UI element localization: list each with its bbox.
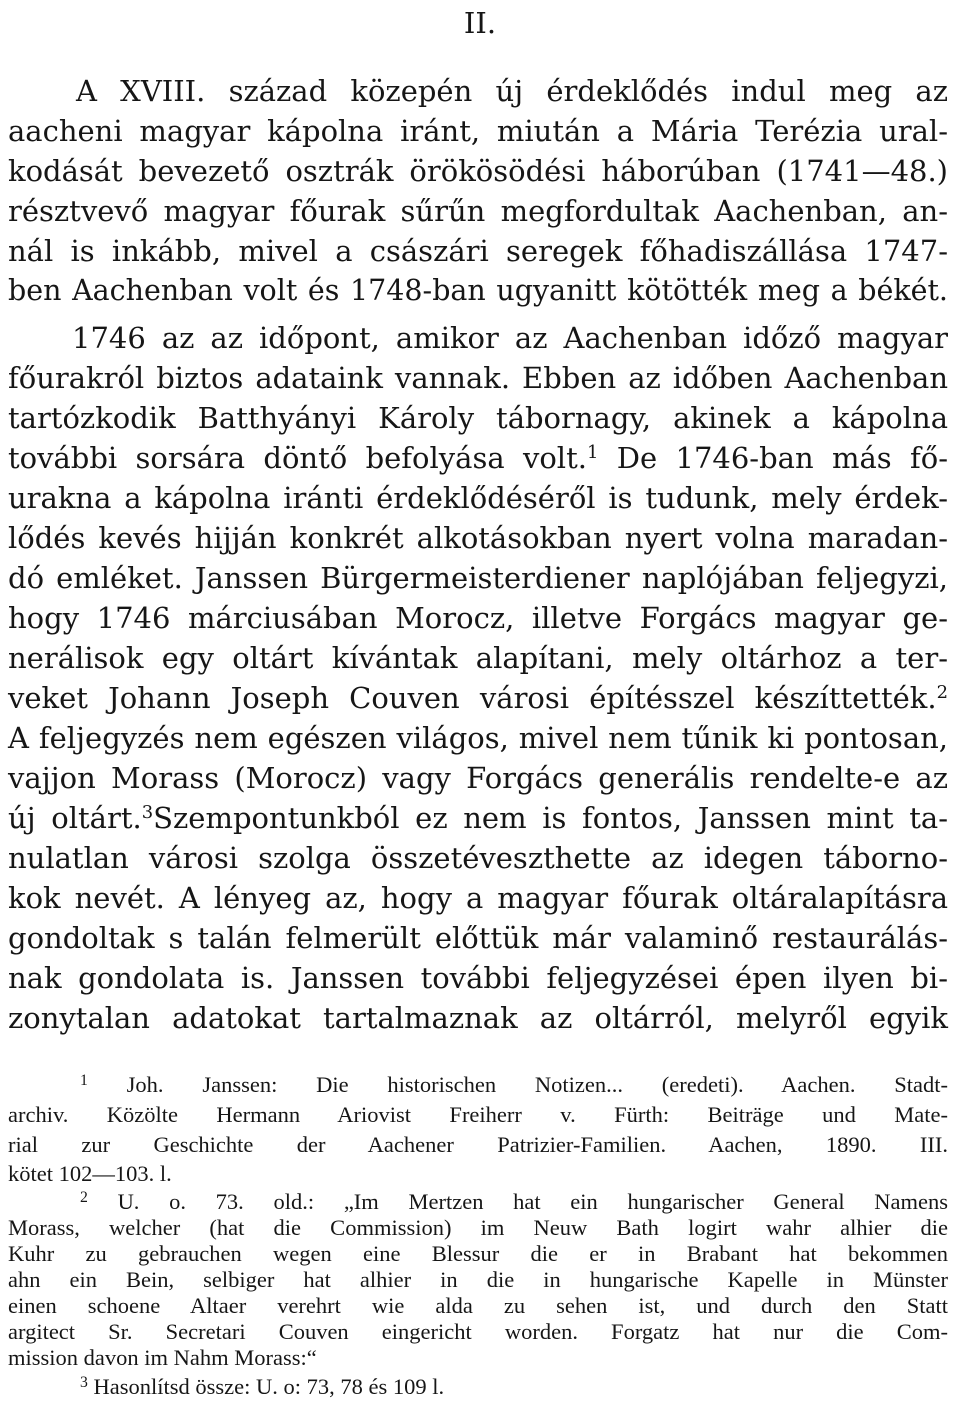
footnote-line: rial zur Geschichte der Aachener Patrizier-Familien. Aachen, 1890. III.	[8, 1132, 948, 1157]
text-line: aacheni magyar kápolna iránt, miután a Mária Terézia ural-	[8, 114, 948, 148]
text-line: ben Aachenban volt és 1748-ban ugyanitt kötötték meg a békét.	[8, 274, 948, 307]
text-line: nak gondolata is. Janssen további feljegyzései épen ilyen bi-	[8, 961, 948, 995]
footnote-line: $^1$ Joh. Janssen: Die historischen Notizen... (eredeti). Aachen. Stadt-	[80, 1071, 948, 1097]
footnote-line: einen schoene Altaer verehrt wie alda zu sehen ist, und durch den Statt	[8, 1293, 948, 1318]
footnote-marker: 3	[80, 1373, 88, 1391]
text-line: A XVIII. század közepén új érdeklődés indul meg az	[76, 74, 948, 108]
text-line: lődés kevés hijján konkrét alkotásokban nyert volna maradan-	[8, 521, 948, 555]
text-line: nál is inkább, mivel a császári seregek főhadiszállása 1747-	[8, 234, 948, 268]
text-line: kok nevét. A lényeg az, hogy a magyar főurak oltáralapításra	[8, 881, 948, 915]
text-line: résztvevő magyar főurak sűrűn megfordultak Aachenban, an-	[8, 194, 948, 228]
text-line: zonytalan adatokat tartalmaznak az oltárról, melyről egyik	[8, 1001, 948, 1035]
text-line: veket Johann Joseph Couven városi építésszel készíttették.$^2$	[8, 681, 948, 715]
footnote-line: Kuhr zu gebrauchen wegen eine Blessur die er in Brabant hat bekommen	[8, 1241, 948, 1266]
text-line: hogy 1746 márciusában Morocz, illetve Forgács magyar ge-	[8, 601, 948, 635]
footnote-line: $^3$ Hasonlítsd össze: U. o: 73, 78 és 109 l.	[80, 1373, 445, 1399]
text-line: kodását bevezető osztrák örökösödési háborúban (1741—48.)	[8, 154, 948, 188]
footnote-ref: 2	[936, 682, 948, 704]
text-line: tartózkodik Batthyányi Károly tábornagy, akinek a kápolna	[8, 401, 948, 435]
text-line: dó emléket. Janssen Bürgermeisterdiener naplójában feljegyzi,	[8, 561, 948, 595]
footnote-marker: 2	[80, 1188, 88, 1206]
footnote-line: archiv. Közölte Hermann Ariovist Freiherr v. Fürth: Beiträge und Mate-	[8, 1102, 948, 1127]
footnote-line: Morass, welcher (hat die Commission) im Neuw Bath logirt wahr alhier die	[8, 1215, 948, 1240]
text-line: 1746 az az időpont, amikor az Aachenban időző magyar	[72, 321, 948, 355]
text-line: gondoltak s talán felmerült előttük már valaminő restaurálás-	[8, 921, 948, 955]
text-line: főurakról biztos adataink vannak. Ebben az időben Aachenban	[8, 361, 948, 395]
text-line: új oltárt.$^3$Szempontunkból ez nem is fontos, Janssen mint ta-	[8, 801, 948, 835]
footnote-ref: 1	[586, 442, 599, 464]
text-line: vajjon Morass (Morocz) vagy Forgács generális rendelte-e az	[8, 761, 948, 795]
text-line: nerálisok egy oltárt kívántak alapítani, mely oltárhoz a ter-	[8, 641, 948, 675]
text-line: további sorsára döntő befolyása volt.$^1$ De 1746-ban más fő-	[8, 441, 948, 475]
footnote-line: kötet 102—103. l.	[8, 1161, 172, 1186]
text-line: nulatlan városi szolga összetéveszthette az idegen táborno-	[8, 841, 948, 875]
text-line: urakna a kápolna iránti érdeklődéséről is tudunk, mely érdek-	[8, 481, 948, 515]
footnote-ref: 3	[141, 802, 154, 824]
footnote-line: mission davon im Nahm Morass:“	[8, 1345, 317, 1370]
chapter-number: II.	[463, 6, 497, 40]
footnote-line: $^2$ U. o. 73. old.: „Im Mertzen hat ein hungarischer General Namens	[80, 1188, 948, 1214]
footnote-line: argitect Sr. Secretari Couven eingericht worden. Forgatz hat nur die Com-	[8, 1319, 948, 1344]
footnote-line: ahn ein Bein, selbiger hat alhier in die in hungarische Kapelle in Münster	[8, 1267, 948, 1292]
footnote-marker: 1	[80, 1071, 88, 1089]
text-line: A feljegyzés nem egészen világos, mivel nem tűnik ki pontosan,	[8, 721, 948, 755]
